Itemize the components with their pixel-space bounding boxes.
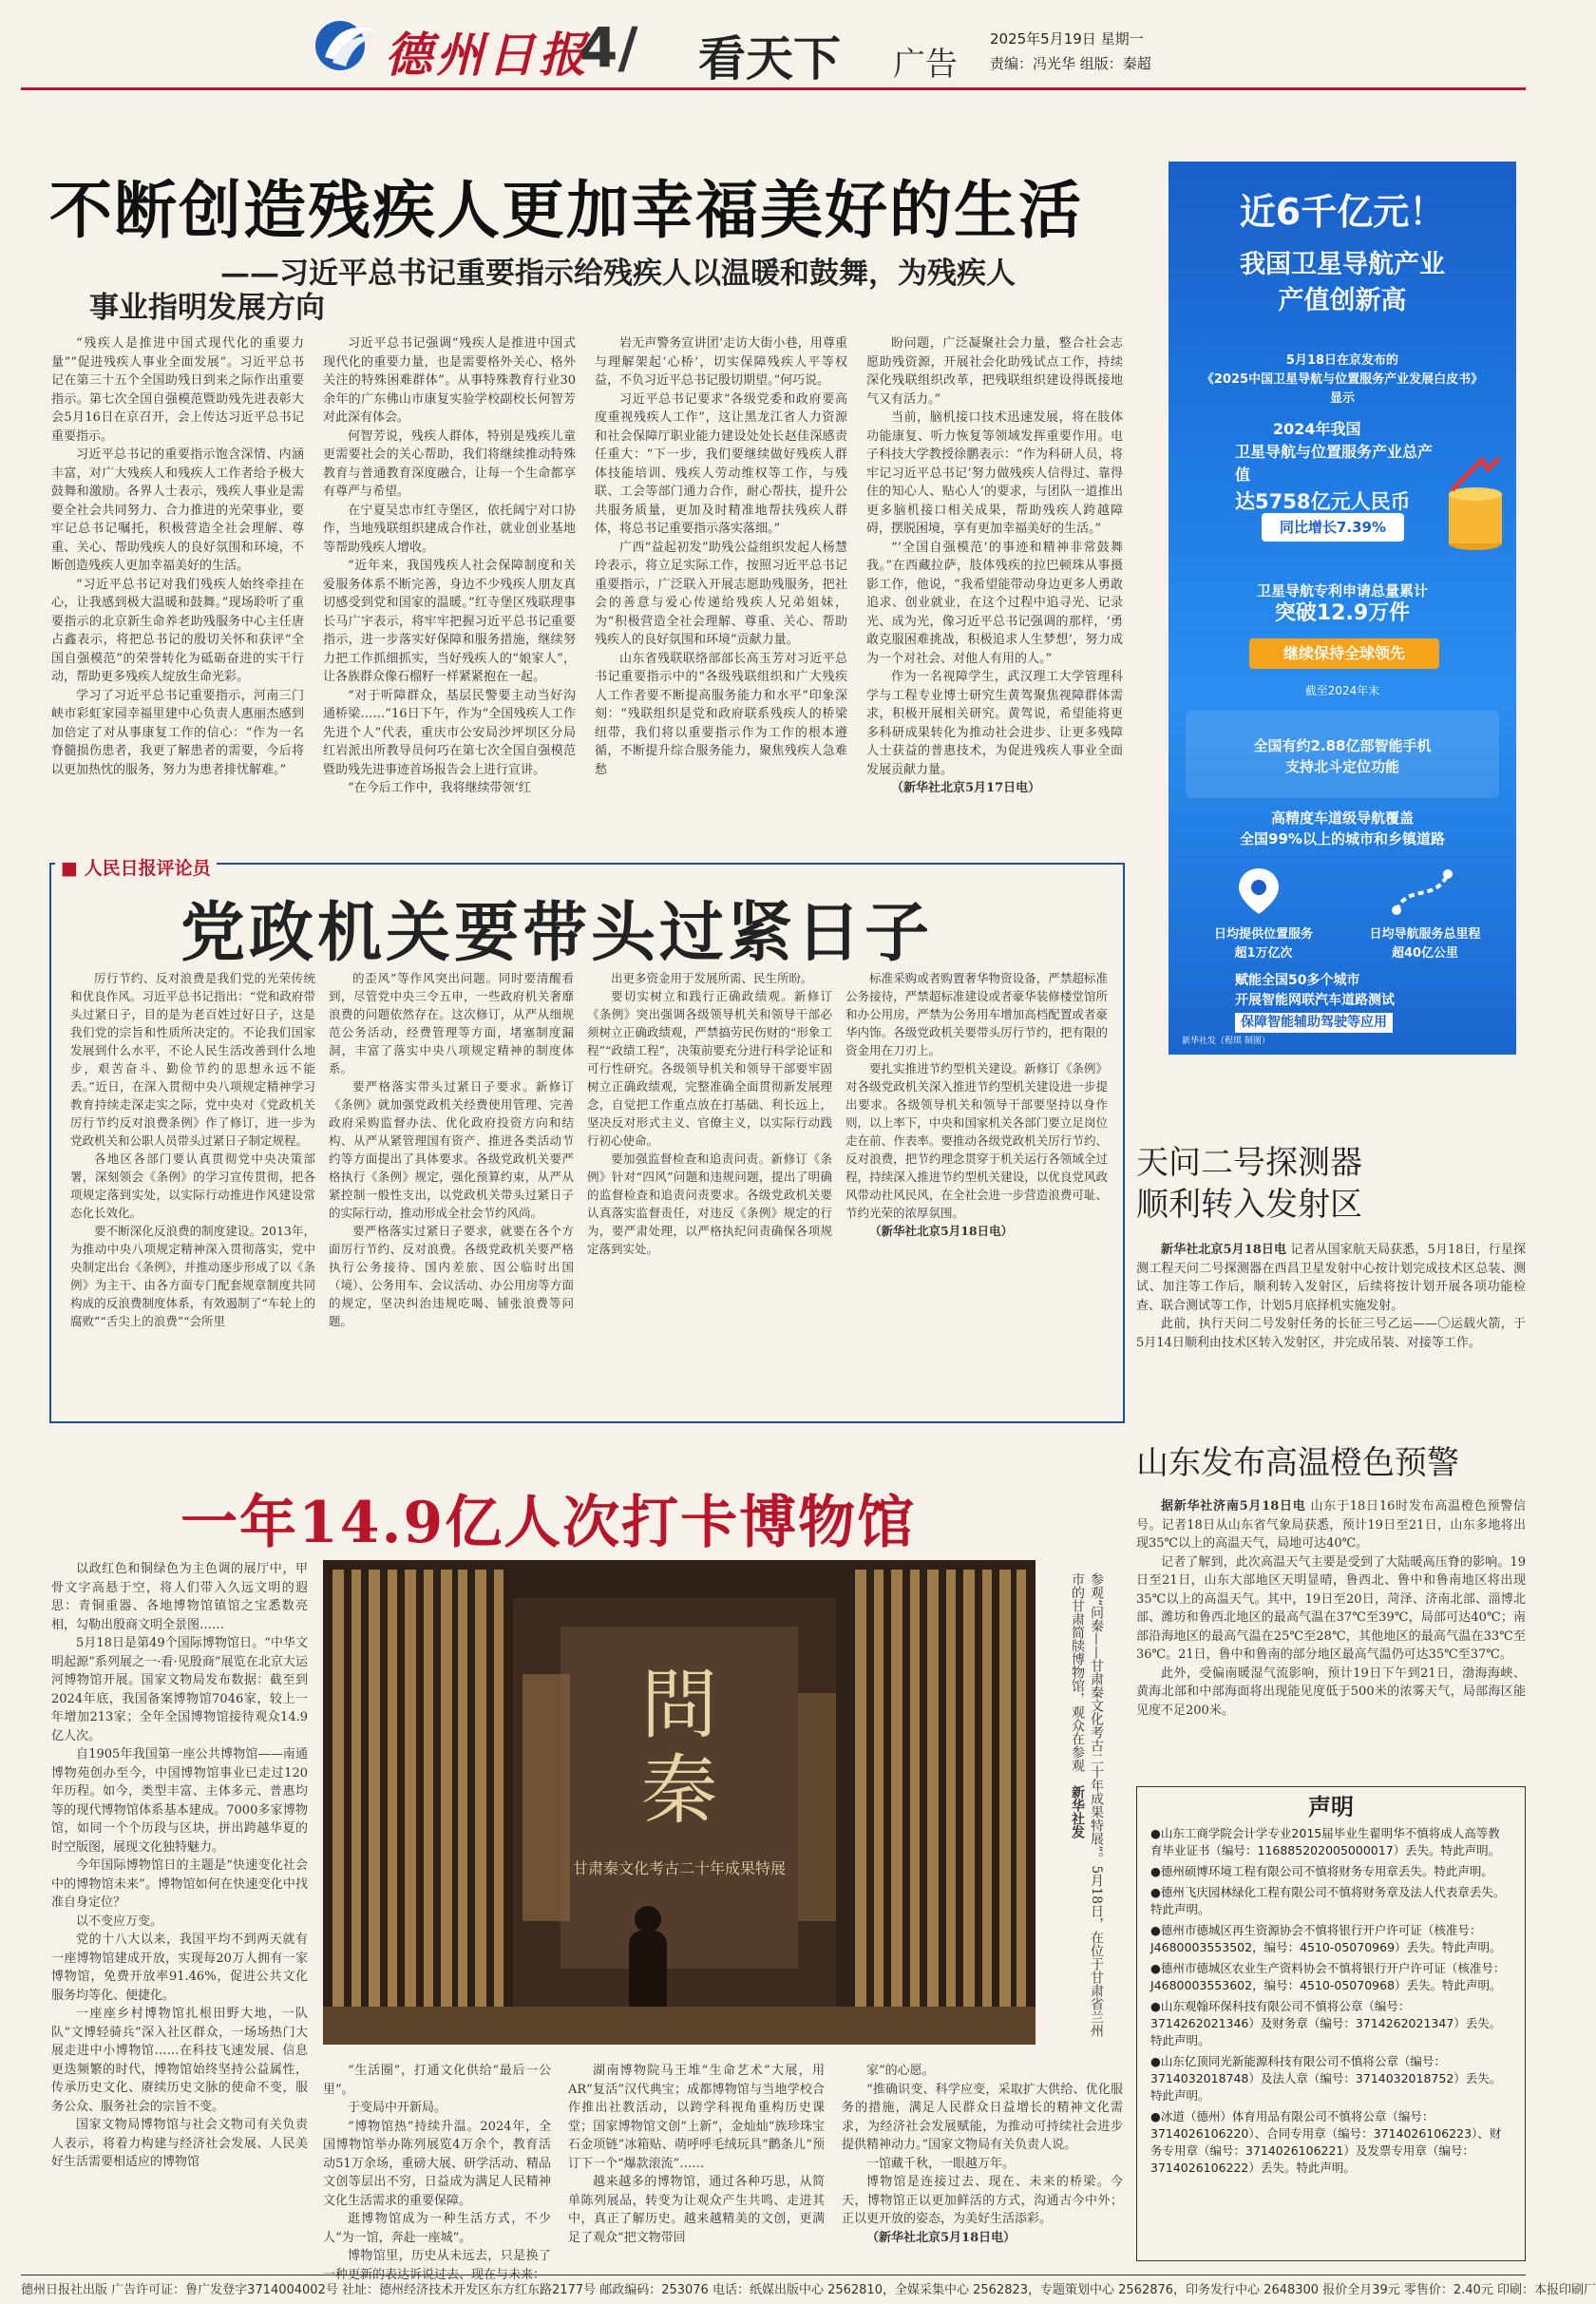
growth-badge: 同比增长7.39%: [1262, 513, 1404, 542]
paragraph: 要加强监督检查和追责问责。新修订《条例》针对“四风”问题和违规问题，提出了明确的监督检查和追责问责要求。各级党政机关要认真落实监督责任，对违反《条例》规定的行为，要严肃处理，以严格执纪问责确保各项规定落到实处。: [587, 1152, 832, 1256]
infographic-intro: [1168, 352, 1516, 409]
probe-dateline: 新华社北京5月18日电: [1161, 1243, 1287, 1257]
route-icon: [1389, 865, 1455, 918]
paragraph: 习近平总书记强调“残疾人是推进中国式现代化的重要力量，也是需要格外关心、格外关注的特殊困难群体”。从事特殊教育行业30余年的广东佛山市康复实验学校副校长何智芳对此深有体会。: [323, 336, 576, 425]
museum-photo-illustration: [323, 1560, 1036, 2045]
daily-mileage-value: 超40亿公里: [1391, 946, 1459, 961]
paragraph: 今年国际博物馆日的主题是“快速变化社会中的博物馆未来”。博物馆如何在快速变化中找准自身定位？: [51, 1858, 308, 1910]
leading-badge: 继续保持全球领先: [1249, 638, 1439, 669]
probe-headline-line-2: 顺利转入发射区: [1136, 1186, 1362, 1224]
paragraph: 一馆藏千秋，一眼越万年。: [866, 2156, 1016, 2171]
heat-paragraph-3: 此外，受偏南暖湿气流影响，预计19日下午到21日，渤海海峡、黄海北部和中部海面将出现能见度低于500米的浓雾天气，局部海区能见度不足200米。: [1136, 1666, 1526, 1718]
notice-item: ●山东观翰环保科技有限公司不慎将公章（编号：3714262021346）及财务章（编号：3714262021347）丢失。特此声明。: [1150, 1999, 1502, 2047]
review-column-1: [70, 969, 315, 1408]
infographic-subtitle: [1168, 247, 1516, 319]
review-signature: （新华社北京5月18日电）: [869, 1224, 1014, 1238]
output-stat: [1235, 418, 1434, 513]
probe-headline: [1136, 1142, 1526, 1226]
paragraph: 盼问题，广泛凝聚社会力量，整合社会志愿助残资源，开展社会化助残试点工作，持续深化残联组织改革，把残联组织建设得既接地气又有活力。”: [866, 336, 1123, 407]
paragraph: “生活圈”，打通文化供给“最后一公里”。: [323, 2064, 551, 2097]
paragraph: 以不变应万变。: [76, 1914, 163, 1929]
paragraph: “‘全国自强模范’的事迹和精神非常鼓舞我。”在西藏拉萨，肢体残疾的拉巴顿珠从事摄影工作，他说，“我希望能带动身边更多人勇敢追求、创业就业，在这个过程中追寻光、记录光、成为光，像习近平总书记强调的那样，‘勇敢克服困难挑战，积极追求人生梦想’，努力成为一个对社会、对他人有用的人。”: [866, 540, 1123, 666]
museum-photo: [323, 1560, 1036, 2045]
probe-headline-line-1: 天问二号探测器: [1136, 1144, 1362, 1182]
lead-column-1: [51, 334, 304, 821]
heat-paragraph-2: 记者了解到，此次高温天气主要是受到了大陆暖高压脊的影响。19日至21日，山东大部地区天明显晴，鲁西北、鲁中和鲁南地区将出现35℃以上的高温天气。其中，19日至20日，菏泽、济南北部、淄博北部、潍坊和鲁西北地区的最高气温在37℃至39℃，局部可达40℃；南部沿海地区的最高气温在25℃至28℃，其他地区的最高气温在33℃至36℃。21日，鲁中和鲁南的部分地区最高气温仍可达35℃至37℃。: [1136, 1554, 1526, 1662]
paragraph: 在宁夏吴忠市红寺堡区，依托阔宁对口协作，当地残联组织建成合作社，就业创业基地等帮助残疾人增收。: [323, 503, 576, 555]
paragraph: 于变局中开新局。: [348, 2101, 447, 2115]
notice-title: 声明: [1308, 1794, 1354, 1820]
notice-item: ●德州市德城区农业生产资料协会不慎将银行开户许可证（核准号：J4680003553602，编号：4510-05070968）丢失。特此声明。: [1150, 1961, 1506, 1992]
daily-location-stat: [1188, 925, 1340, 963]
newspaper-name: 德州日报: [385, 27, 590, 83]
newspaper-logo-icon: [314, 19, 380, 72]
paragraph: 一座座乡村博物馆扎根田野大地，一队队“文博轻骑兵”深入社区群众，一场场热门大展走进中小博物馆……在科技飞速发展、信息更迭频繁的时代，博物馆始终坚持公益属性，传承历史文化、赓续历史文脉的使命不变，服务公众、服务社会的宗旨不变。: [51, 2007, 308, 2114]
infographic-headline: 近6千亿元！: [1239, 191, 1446, 233]
lead-signature: （新华社北京5月17日电）: [891, 781, 1041, 795]
review-author-tag: ■ 人民日报评论员: [55, 854, 217, 880]
editor-credits: 责编：冯光华 组版：秦超: [990, 55, 1151, 72]
masthead-divider: [21, 87, 1526, 90]
review-headline: 党政机关要带头过紧日子: [180, 896, 934, 971]
heat-article: [1136, 1497, 1526, 1768]
output-stat-line-1: 2024年我国: [1273, 420, 1361, 438]
paragraph: 以政红色和铜绿色为主色调的展厅中，甲骨文字高悬于空，将人们带入久远文明的遐思：青铜重器、各地博物馆镇馆之宝悉数亮相，勾勒出殷商文明全景图……: [51, 1562, 308, 1632]
photo-exhibit-title: 甘肃秦文化考古二十年成果特展: [572, 1859, 787, 1877]
lead-subhead-line-2: 事业指明发展方向: [89, 291, 325, 325]
paragraph: 习近平总书记的重要指示饱含深情、内涵丰富，对广大残疾人和残疾人工作者给予极大鼓舞和激励。各界人士表示，残疾人事业是需要全社会共同努力、合力推进的光荣事业，要牢记总书记嘱托，积极营造全社会理解、尊重、关心、帮助残疾人的良好氛围和环境，不断创造残疾人更加幸福美好的生活。: [51, 447, 304, 573]
map-pin-icon: [1226, 865, 1292, 918]
lane-stat-line-2: 全国99%以上的城市和乡镇道路: [1240, 830, 1445, 847]
daily-location-line-1: 日均提供位置服务: [1213, 927, 1313, 942]
driving-stat-line-2: 开展智能网联汽车道路测试: [1235, 993, 1395, 1008]
satellite-navigation-infographic: [1168, 162, 1516, 1055]
autonomous-driving-stat: [1235, 971, 1510, 1033]
smartphone-stat-line-1: 全国有约2.88亿部智能手机: [1253, 737, 1432, 754]
subtitle-line-2: 产值创新高: [1278, 286, 1407, 315]
intro-line-2: 《2025中国卫星导航与位置服务产业发展白皮书》: [1201, 372, 1484, 387]
paragraph: “推确识变、科学应变，采取扩大供给、优化服务的措施，满足人民群众日益增长的精神文化需求，为经济社会发展赋能，为推动可持续社会进步提供精神动力。”国家文物局有关负责人说。: [842, 2082, 1123, 2152]
paragraph: 山东省残联联络部部长高玉芳对习近平总书记重要指示中的“各级残联组织和广大残疾人工作者要不断提高服务能力和水平”印象深刻：“残联组织是党和政府联系残疾人的桥梁纽带，我们将以重要指示作为工作的根本遵循，不断提升综合服务能力，聚焦残疾人急难愁: [595, 651, 847, 777]
notice-item: ●德州硕博环境工程有限公司不慎将财务专用章丢失。特此声明。: [1150, 1864, 1493, 1878]
lead-headline: 不断创造残疾人更加幸福美好的生活: [49, 174, 1083, 247]
caption-text: 参观“问秦——甘肃秦文化考古二十年成果特展”。5月18日，在位于甘肃省兰州市的甘肃简牍博物馆，观众在参观: [1070, 1572, 1104, 2038]
section-title: 看天下: [698, 31, 841, 86]
paragraph: 要切实树立和践行正确政绩观。新修订《条例》突出强调各级领导机关和领导干部必须树立正确政绩观，严禁搞劳民伤财的“形象工程”“政绩工程”，决策前要充分进行科学论证和可行性研究。各级领导机关和领导干部要牢固树立正确政绩观，完整准确全面贯彻新发展理念，自觉把工作重点放在打基础、利长远上，坚决反对形式主义、官僚主义，以实际行动践行初心使命。: [587, 989, 832, 1148]
heat-dateline: 据新华社济南5月18日电: [1161, 1499, 1306, 1514]
output-stat-line-2: 卫星导航与位置服务产业总产值: [1235, 443, 1434, 484]
paragraph: 的歪风”等作风突出问题。同时要清醒看到，尽管党中央三令五申，一些政府机关奢靡浪费的问题依然存在。这次修订，从严从细规范公务活动，经费管理等方面，堵塞制度漏洞，丰富了落实中央八项规定精神的制度体系。: [329, 971, 574, 1076]
paragraph: 越来越多的博物馆，通过各种巧思，从简单陈列展品，转变为让观众产生共鸣、走进其中，真正了解历史。越来越精美的文创，更满足了观众“把文物带回: [568, 2175, 825, 2245]
paragraph: 要严格落实过紧日子要求，就要在各个方面厉行节约、反对浪费。各级党政机关要严格执行公务接待、国内差旅、因公临时出国（境）、公务用车、会议活动、办公用房等方面的规定，坚决纠治违规吃喝、铺张浪费等问题。: [329, 1224, 574, 1328]
driving-stat-line-3: 保障智能辅助驾驶等应用: [1235, 1013, 1393, 1033]
paragraph: 要扎实推进节约型机关建设。新修订《条例》对各级党政机关深入推进节约型机关建设进一步提出要求。各级领导机关和领导干部要坚持以身作则，以上率下，中央和国家机关各部门要立足岗位走在前、作表率。要推动各级党政机关厉行节约、反对浪费，把节约理念贯穿于机关运行各领域全过程，持续深入推进节约型机关建设，以优良党风政风带动社风民风，在全社会进一步营造浪费可耻、节约光荣的浓厚氛围。: [846, 1061, 1108, 1220]
paragraph: 标准采购或者购置奢华物资设备，严禁超标准公务接待，严禁超标准建设或者豪华装修楼堂馆所和办公用房，严禁为公务用车增加高档配置或者豪华内饰。各级党政机关要带头厉行节约，把有限的资金用在刀刃上。: [846, 971, 1108, 1057]
paragraph: 广西“益起初发”助残公益组织发起人杨慧玲表示，将立足实际工作，按照习近平总书记重要指示，广泛联入开展志愿助残服务，把社会的善意与爱心传递给残疾人兄弟姐妹，为“积极营造全社会理解、尊重、关心、帮助残疾人的良好氛围和环境”贡献力量。: [595, 540, 847, 647]
photo-sign-char-1: 問: [641, 1661, 717, 1749]
paragraph: 习近平总书记要求“各级党委和政府要高度重视残疾人工作”，这让黑龙江省人力资源和社会保障厅职业能力建设处处长赵佳深感责任重大：“下一步，我们要继续做好残疾人群体技能培训、残疾人劳动维权等工作，与残联、工会等部门通力合作，耐心帮扶，提升公共服务质量，更加及时精准地帮扶残疾人群体，将总书记重要指示落实落细。”: [595, 391, 847, 536]
output-stat-value: 达5758亿元人民币: [1235, 490, 1411, 513]
paragraph: 博物馆是连接过去、现在、未来的桥梁。今天，博物馆正以更加鲜活的方式，沟通古今中外；正以更开放的姿态，为美好生活添彩。: [842, 2175, 1123, 2226]
paragraph: 厉行节约、反对浪费是我们党的光荣传统和优良作风。习近平总书记指出：“党和政府带头过紧日子，目的是为老百姓过好日子，这是我们党的宗旨和性质所决定的。不论我们国家发展到什么水平，不论人民生活改善到什么地步，艰苦奋斗、勤俭节约的思想永远不能丢。”近日，在深入贯彻中央八项规定精神学习教育持续走深走实之际，党中央对《党政机关厉行节约反对浪费条例》作了修订，进一步为党政机关和公职人员带头过紧日子制定规程。: [70, 971, 315, 1148]
as-of-note: 截至2024年末: [1304, 684, 1380, 697]
daily-mileage-line-1: 日均导航服务总里程: [1369, 927, 1481, 942]
paragraph: 5月18日是第49个国际博物馆日。“中华文明起源”系列展之一·看·见殷商”展览在北京大运河博物馆开展。国家文物局发布数据：截至到2024年底，我国备案博物馆7046家，较上一年增加213家；全年全国博物馆接待观众14.9亿人次。: [51, 1636, 308, 1743]
patent-stat-value: 突破12.9万件: [1274, 601, 1411, 625]
museum-headline: 一年14.9亿人次打卡博物馆: [180, 1490, 917, 1556]
gold-coins-icon: [1444, 456, 1507, 551]
lead-column-4: [866, 334, 1123, 821]
caption-credit: 新华社发: [1070, 1785, 1085, 1838]
paragraph: 岩无声警务宣讲团’走访大街小巷，用尊重与理解架起‘心桥’，切实保障残疾人平等权益，不负习近平总书记殷切期望。”何巧说。: [595, 336, 847, 388]
lead-subhead-line-1: ——习近平总书记重要指示给残疾人以温暖和鼓舞，为残疾人: [220, 257, 1016, 291]
smartphone-panel: [1186, 711, 1499, 798]
review-column-2: [329, 969, 574, 1408]
photo-sign-char-2: 秦: [641, 1746, 717, 1835]
infographic-credit: 新华社发（程琪 制图）: [1182, 1037, 1270, 1046]
museum-column-3: [568, 2062, 825, 2263]
patent-stat: [1168, 580, 1516, 625]
page-number: 4/: [580, 15, 638, 80]
review-column-3: [587, 969, 832, 1408]
paragraph: “近年来，我国残疾人社会保障制度和关爱服务体系不断完善，身边不少残疾人朋友真切感受到党和国家的温暖。”红寺堡区残联理事长马广宇表示，将牢牢把握习近平总书记重要指示，进一步落实好保障和服务措施，继续努力把工作抓细抓实，当好残疾人的“娘家人”，让各族群众像石榴籽一样紧紧抱在一起。: [323, 559, 576, 684]
paragraph: “博物馆热”持续升温。2024年，全国博物馆举办陈列展览4万余个，教育活动51万余场，重磅大展、研学活动、精品文创等层出不穷，日益成为满足人民精神文化生活需求的重要保障。: [323, 2119, 551, 2208]
subtitle-line-1: 我国卫星导航产业: [1240, 250, 1445, 279]
museum-signature: （新华社北京5月18日电）: [866, 2230, 1016, 2245]
masthead: [0, 0, 1547, 86]
issue-date: 2025年5月19日 星期一: [990, 30, 1144, 48]
heat-paragraph-1: 山东于18日16时发布高温橙色预警信号。记者18日从山东省气象局获悉，预计19日至21日，山东多地将出现35℃以上的高温天气，局地可达40℃。: [1136, 1499, 1526, 1551]
paragraph: “残疾人是推进中国式现代化的重要力量”“促进残疾人事业全面发展”。习近平总书记在第三十五个全国助残日到来之际作出重要指示。第七次全国自强模范暨助残先进表彰大会5月16日在京召开，会上传达习近平总书记重要指示。: [51, 336, 304, 444]
paragraph: 逛博物馆成为一种生活方式，不少人“为一馆，奔赴一座城”。: [323, 2212, 551, 2245]
paragraph: 出更多资金用于发展所需、民生所盼。: [611, 971, 813, 985]
notice-item: ●冰道（德州）体育用品有限公司不慎将公章（编号：3714026106220）、合同专用章（编号：3714026106223）、财务专用章（编号：3714026106221）及发票专用章（编号：3714026106222）丢失。特此声明。: [1150, 2109, 1502, 2175]
lead-column-2: [323, 334, 576, 821]
heat-headline: 山东发布高温橙色预警: [1136, 1444, 1459, 1482]
paragraph: 自1905年我国第一座公共博物馆——南通博物苑创办至今，中国博物馆事业已走过120年历程。如今，类型丰富、主体多元、普惠均等的现代博物馆体系基本建成。7000多家博物馆，如同一个个历段与区块，拼出跨越华夏的时空版图，展现文化独特魅力。: [51, 1747, 308, 1855]
paragraph: “对于听障群众，基层民警要主动当好沟通桥梁……”16日下午，作为“全国残疾人工作先进个人”代表，重庆市公安局沙坪坝区分局红岩派出所教导员何巧在第七次全国自强模范暨助残先进事迹首场报告会上进行宣讲。: [323, 688, 576, 777]
paragraph: 学习了习近平总书记重要指示，河南三门峡市彩虹家园幸福里建中心负责人惠丽杰感到加倍定了对从事康复工作的信心：“作为一名脊髓损伤患者，我更了解患者的需要，今后将以更加热忱的服务，努力为患者排忧解难。”: [51, 688, 304, 777]
lead-column-3: [595, 334, 847, 821]
review-tag-label: 人民日报评论员: [84, 858, 211, 879]
notice-box: [1136, 1786, 1526, 2261]
paragraph: 各地区各部门要认真贯彻党中央决策部署，深刻领会《条例》的学习宣传贯彻，把各项规定落到实处，以实际行动推进作风建设常态化长效化。: [70, 1152, 315, 1220]
probe-paragraph-2: 此前，执行天问二号发射任务的长征三号乙运——〇运载火箭，于5月14日顺利由技术区转入发射区，并完成吊装、对接等工作。: [1136, 1317, 1526, 1350]
paragraph: 湖南博物院马王堆“生命艺术”大展，用AR“复活”汉代典宝；成都博物馆与当地学校合作推出社教活动，以跨学科视角重构历史课堂；国家博物馆文创“上新”，金灿灿“族珍珠宝石金项链”冰箱贴、萌呼呼毛绒玩具“鹳条儿”预订下一个“爆款滚流”……: [568, 2064, 825, 2171]
smartphone-stat-line-2: 支持北斗定位功能: [1284, 758, 1399, 775]
paragraph: 当前，脑机接口技术迅速发展，将在肢体功能康复、听力恢复等领域发挥重要作用。电子科技大学教授徐鹏表示：“作为科研人员，将牢记习近平总书记‘努力做残疾人信得过、靠得住的知心人、贴心人’的要求，与团队一道推出更多脑机接口相关成果，帮助残疾人跨越障碍，摆脱困境，享有更加幸福美好的生活。”: [866, 410, 1123, 536]
notice-item: ●山东工商学院会计学专业2015届毕业生翟明华不慎将成人高等教育毕业证书（编号：116885202005000017）丢失。特此声明。: [1150, 1826, 1501, 1857]
intro-line-1: 5月18日在京发布的: [1285, 353, 1399, 368]
paragraph: “在今后工作中，我将继续带领‘红: [348, 781, 531, 795]
probe-paragraph-1: 记者从国家航天局获悉，5月18日，行星探测工程天问二号探测器在西昌卫星发射中心按计划完成技术区总装、测试、加注等工作后，顺利转入发射区，后续将按计划开展各项功能检查、联合测试等工作，计划5月底择机实施发射。: [1136, 1243, 1526, 1313]
driving-stat-line-1: 赋能全国50多个城市: [1235, 973, 1360, 988]
museum-column-2: [323, 2062, 551, 2282]
lane-navigation-stat: [1168, 808, 1516, 849]
photo-caption: [1053, 1572, 1106, 2047]
paragraph: 党的十八大以来，我国平均不到两天就有一座博物馆建成开放，实现每20万人拥有一家博物馆，免费开放率91.46%，促进公共文化服务均等化、便捷化。: [51, 1933, 308, 2003]
intro-line-3: 显示: [1329, 391, 1355, 406]
paragraph: 何智芳说，残疾人群体，特别是残疾儿童更需要社会的关心帮助，我们将继续推动特殊教育与普通教育深度融合，让每一个生命都享有尊严与希望。: [323, 428, 576, 499]
review-column-4: [846, 969, 1108, 1408]
paragraph: 要不断深化反浪费的制度建设。2013年，为推动中央八项规定精神深入贯彻落实，党中央制定出台《条例》，并推动逐步形成了以《条例》为主干、由各方面专门配套规章制度共同构成的反浪费制度体系，有效遏制了“车轮上的腐败”“舌尖上的浪费”“会所里: [70, 1224, 315, 1328]
probe-article: [1136, 1241, 1526, 1425]
notice-item: ●山东亿顶同光新能源科技有限公司不慎将公章（编号：3714032018748）及法人章（编号：3714032018752）丢失。特此声明。: [1150, 2054, 1502, 2103]
museum-column-4: [842, 2062, 1123, 2263]
daily-location-value: 超1万亿次: [1234, 946, 1293, 961]
footer-imprint: 德州日报社出版 广告许可证：鲁广发登字371400400​2号 社址：德州经济技术开发区东方红东路2177号 邮政编码：253076 电话：纸媒出版中心 2562810，全媒采集中心 2562823，专题策划中心 2562876，印务发行中心 2648300 报价全月39元 零售价：2.40元 印刷：本报印刷厂: [21, 2275, 1526, 2297]
patent-stat-line-1: 卫星导航专利申请总量累计: [1256, 582, 1428, 600]
museum-column-1: [51, 1560, 308, 2263]
paragraph: 国家文物局博物馆与社会文物司有关负责人表示，将着力构建与经济社会发展、人民美好生活需要相适应的博物馆: [51, 2118, 308, 2169]
daily-mileage-stat: [1349, 925, 1501, 963]
paragraph: “习近平总书记对我们残疾人始终牵挂在心，让我感到极大温暖和鼓舞。”现场聆听了重要指示的北京新生命养老助残服务中心主任唐占鑫表示，将把总书记的殷切关怀和获评“全国自强模范”的荣誉转化为砥砺奋进的实干行动，帮助更多残疾人绽放生命光彩。: [51, 577, 304, 684]
paragraph: 博物馆里，历史从未远去，只是换了一种更新的表达诉说过去、现在与未来：: [323, 2249, 551, 2282]
lane-stat-line-1: 高精度车道级导航覆盖: [1270, 809, 1414, 827]
notice-item: ●德州市德城区再生资源协会不慎将银行开户许可证（核准号：J4680003553502，编号：4510-05070969）丢失。特此声明。: [1150, 1923, 1502, 1954]
paragraph: 要严格落实带头过紧日子要求。新修订《条例》就加强党政机关经费使用管理、完善政府采购监督办法、优化政府投资方向和结构、从严从紧管理国有资产、推进各类活动节约等方面提出了具体要求。各级党政机关要严格执行《条例》规定，强化预算约束，从严从紧控制一般性支出，以党政机关带头过紧日子的实际行动，推动形成全社会节约风尚。: [329, 1079, 574, 1220]
section-subtitle: 广告: [893, 46, 958, 84]
paragraph: 作为一名视障学生，武汉理工大学管理科学与工程专业博士研究生黄驾聚焦视障群体需求，积极开展相关研究。黄驾说，希望能将更多科研成果转化为推动社会进步、让更多残障人士获益的普惠技术，为促进残疾人事业全面发展贡献力量。: [866, 670, 1123, 777]
paragraph: 家”的心愿。: [866, 2064, 935, 2078]
notice-item: ●德州飞庆园林绿化工程有限公司不慎将财务章及法人代表章丢失。特此声明。: [1150, 1885, 1506, 1916]
